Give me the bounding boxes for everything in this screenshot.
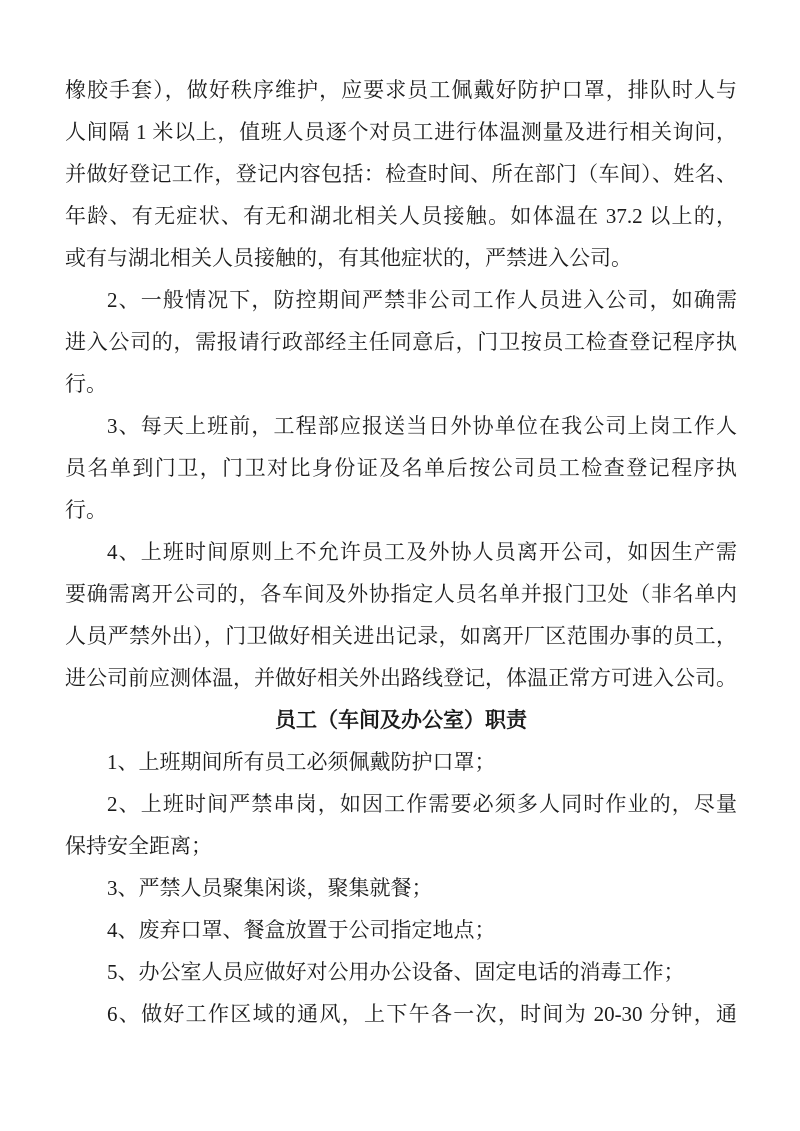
paragraph: [65, 867, 737, 909]
text-line: 进公司前应测体温，并做好相关外出路线登记，体温正常方可进入公司。: [65, 666, 737, 690]
text-line: 4、废弃口罩、餐盒放置于公司指定地点；: [107, 918, 496, 942]
paragraph: [65, 741, 737, 783]
document-body: [65, 69, 737, 1035]
paragraph: [65, 909, 737, 951]
text-line: 保持安全距离；: [65, 834, 212, 858]
paragraph: [65, 69, 737, 279]
text-line: 2、一般情况下，防控期间严禁非公司工作人员进入公司，如确需: [107, 288, 737, 312]
text-line: 人间隔 1 米以上，值班人员逐个对员工进行体温测量及进行相关询问，: [65, 120, 737, 144]
text-line: 3、严禁人员聚集闲谈，聚集就餐；: [107, 876, 433, 900]
paragraph: [65, 279, 737, 405]
text-line: 要确需离开公司的，各车间及外协指定人员名单并报门卫处（非名单内: [65, 582, 737, 606]
paragraph: [65, 993, 737, 1035]
text-line: 5、办公室人员应做好对公用办公设备、固定电话的消毒工作；: [107, 960, 685, 984]
text-line: 员名单到门卫，门卫对比身份证及名单后按公司员工检查登记程序执: [65, 456, 737, 480]
section-heading-text: 员工（车间及办公室）职责: [275, 708, 527, 732]
text-line: 行。: [65, 498, 107, 522]
paragraph: [65, 531, 737, 699]
section-heading: [65, 699, 737, 741]
paragraph: [65, 405, 737, 531]
text-line: 或有与湖北相关人员接触的，有其他症状的，严禁进入公司。: [65, 246, 632, 270]
text-line: 进入公司的，需报请行政部经主任同意后，门卫按员工检查登记程序执: [65, 330, 737, 354]
text-line: 4、上班时间原则上不允许员工及外协人员离开公司，如因生产需: [107, 540, 737, 564]
text-line: 2、上班时间严禁串岗，如因工作需要必须多人同时作业的，尽量: [107, 792, 737, 816]
text-line: 3、每天上班前，工程部应报送当日外协单位在我公司上岗工作人: [107, 414, 737, 438]
paragraph: [65, 951, 737, 993]
text-line: 年龄、有无症状、有无和湖北相关人员接触。如体温在 37.2 以上的，: [65, 204, 737, 228]
text-line: 人员严禁外出），门卫做好相关进出记录，如离开厂区范围办事的员工，: [65, 624, 737, 648]
text-line: 1、上班期间所有员工必须佩戴防护口罩；: [107, 750, 496, 774]
text-line: 行。: [65, 372, 107, 396]
text-line: 橡胶手套），做好秩序维护，应要求员工佩戴好防护口罩，排队时人与: [65, 78, 737, 102]
paragraph: [65, 783, 737, 867]
text-line: 并做好登记工作，登记内容包括：检查时间、所在部门（车间）、姓名、: [65, 162, 737, 186]
text-line: 6、做好工作区域的通风，上下午各一次，时间为 20-30 分钟，通: [107, 1002, 737, 1026]
